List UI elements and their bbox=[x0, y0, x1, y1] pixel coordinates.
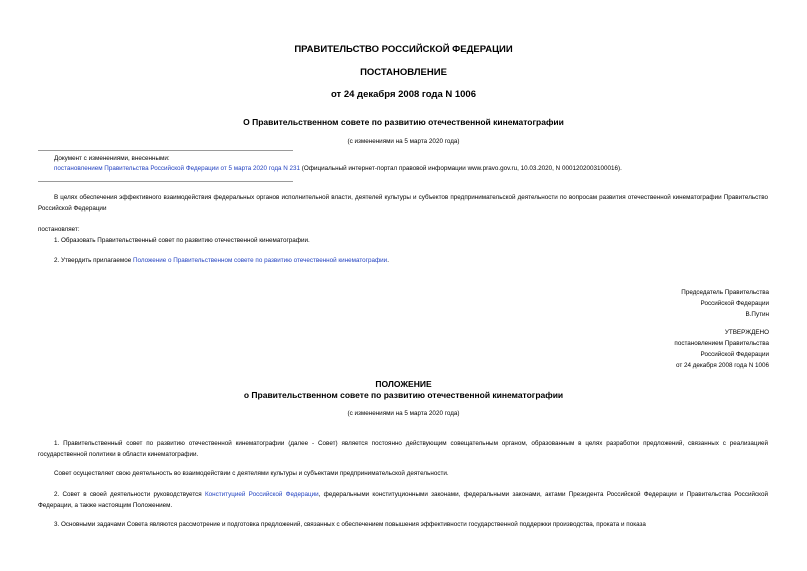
signature-country: Российской Федерации bbox=[700, 300, 769, 307]
signature-position: Председатель Правительства bbox=[681, 289, 769, 296]
amendment-link[interactable]: постановлением Правительства Российской Федерации от 5 марта 2020 года N 231 bbox=[54, 165, 301, 172]
item-2-prefix: 2. Утвердить прилагаемое bbox=[54, 257, 133, 264]
government-name: ПРАВИТЕЛЬСТВО РОССИЙСКОЙ ФЕДЕРАЦИИ bbox=[294, 44, 513, 55]
constitution-link[interactable]: Конституцией Российской Федерации bbox=[204, 491, 319, 498]
signature-block bbox=[681, 287, 769, 320]
item-2 bbox=[54, 256, 389, 267]
regulation-subheading: о Правительственном совете по развитию отечественной кинематографии bbox=[243, 390, 564, 400]
approval-line-2: постановлением Правительства bbox=[674, 340, 769, 347]
p2-suffix: , федеральными конституционными законами, федеральными законами, актами Президента Российской Федерации и Правительства Российской Федерации, а также настоящим Положением. bbox=[38, 491, 769, 509]
regulation-link[interactable]: Положение о Правительственном совете по развитию отечественной кинематографии bbox=[132, 257, 388, 264]
regulation-paragraph-2 bbox=[38, 490, 768, 511]
p2-prefix: 2. Совет в своей деятельности руководствуется bbox=[54, 491, 205, 498]
amendments-label: Документ с изменениями, внесенными: bbox=[54, 155, 170, 162]
approval-line-4: от 24 декабря 2008 года N 1006 bbox=[675, 362, 769, 369]
regulation-heading: ПОЛОЖЕНИЕ bbox=[375, 379, 432, 389]
approval-block bbox=[674, 327, 769, 371]
amendments-top-divider bbox=[38, 150, 293, 151]
regulation-revision: (с изменениями на 5 марта 2020 года) bbox=[347, 410, 460, 417]
amendments-bottom-divider bbox=[38, 181, 293, 182]
document-type: ПОСТАНОВЛЕНИЕ bbox=[360, 67, 447, 78]
regulation-paragraph-3: 3. Основными задачами Совета являются рассмотрение и подготовка предложений, связанных с обеспечением повышения эффективности государственной поддержки производства, проката и показа bbox=[54, 521, 646, 528]
approval-line-3: Российской Федерации bbox=[700, 351, 769, 358]
document-title: О Правительственном совете по развитию отечественной кинематографии bbox=[243, 117, 564, 127]
regulation-paragraph-1b: Совет осуществляет свою деятельность во взаимодействии с деятелями культуры и субъектами предпринимательской деятельности. bbox=[54, 470, 449, 477]
regulation-paragraph-1: 1. Правительственный совет по развитию отечественной кинематографии (далее - Совет) является постоянно действующим совещательным органом, образованным в целях разработки предложений, связанных с реализацией государственной политики в области кинематографии. bbox=[38, 440, 768, 458]
approval-title: УТВЕРЖДЕНО bbox=[724, 329, 769, 336]
preamble: В целях обеспечения эффективного взаимодействия федеральных органов исполнительной власти, деятелей культуры и субъектов предпринимательской деятельности по вопросам развития отечественной кинематографии Правительство Российской Федерации bbox=[38, 194, 768, 212]
revision-note: (с изменениями на 5 марта 2020 года) bbox=[347, 138, 460, 145]
item-1: 1. Образовать Правительственный совет по развитию отечественной кинематографии. bbox=[54, 237, 310, 244]
amendment-source: (Официальный интернет-портал правовой информации www.pravo.gov.ru, 10.03.2020, N 0001202003100016). bbox=[300, 165, 622, 172]
document-date-number: от 24 декабря 2008 года N 1006 bbox=[330, 89, 476, 100]
resolves-label: постановляет: bbox=[38, 226, 80, 233]
signature-name: В.Путин bbox=[745, 311, 769, 318]
amendments-line bbox=[54, 164, 774, 175]
item-2-suffix: . bbox=[387, 257, 389, 264]
